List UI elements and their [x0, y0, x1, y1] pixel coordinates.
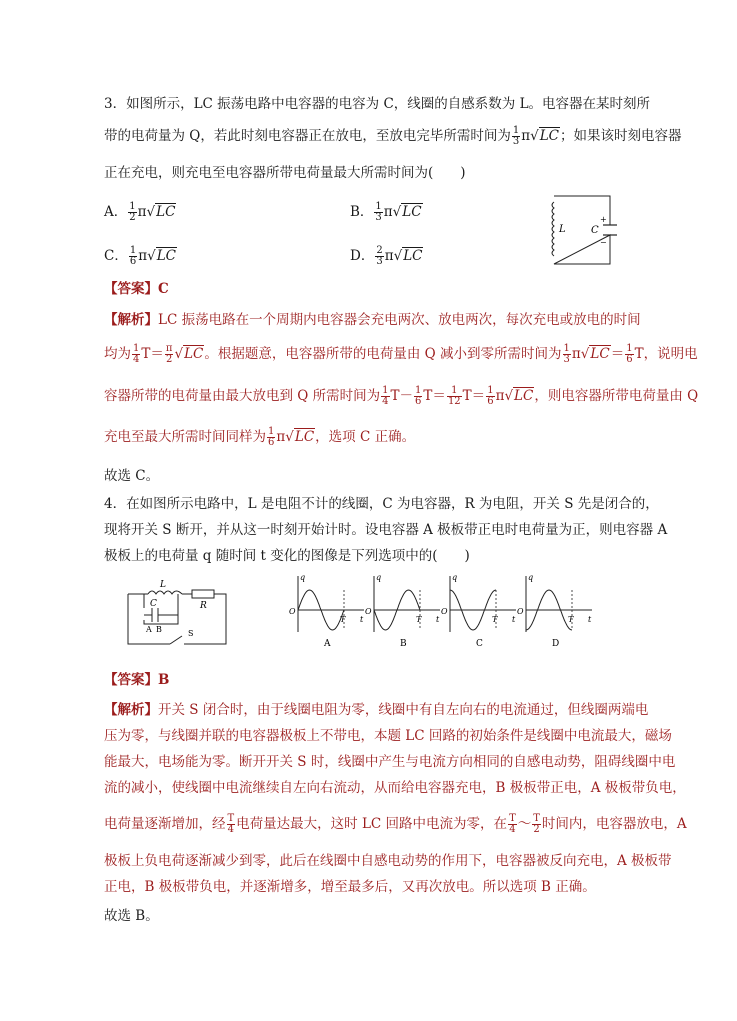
q4-line-1: 4．在如图所示电路中，L 是电阻不计的线圈，C 为电容器，R 为电阻，开关 S 先是闭合的，	[104, 496, 659, 512]
q4-circuit-label-l: L	[160, 580, 166, 590]
q4-circuit-label-b: B	[156, 625, 162, 634]
graph-option-b[interactable]	[365, 573, 440, 649]
q3-option-a[interactable]: A． $\frac{1}{2}$ π√LC	[104, 201, 176, 223]
q4-line-2: 现将开关 S 断开，并从这一时刻开始计时。设电容器 A 极板带正电时电荷量为正，则电容器 A	[104, 522, 668, 538]
q4-circuit-label-s: S	[188, 629, 194, 638]
period-label: T	[492, 615, 498, 624]
q3-option-d[interactable]: D． $\frac{2}{3}$ π√LC	[350, 245, 423, 267]
q3-circuit-label-l: L	[559, 224, 566, 235]
q4-analysis-line-3: 能最大，电场能为零。断开开关 S 时，线圈中产生与电流方向相同的自感电动势，阻碍线圈中电	[104, 754, 676, 770]
origin-label: O	[441, 607, 448, 616]
q3-line-2: 带的电荷量为 Q，若此时刻电容器正在放电，至放电完毕所需时间为 $\frac{1}{3}$ π√LC；如果该时刻电容器	[104, 125, 682, 147]
q4-analysis-line-6: 极板上负电荷逐渐减少到零，此后在线圈中自感电动势的作用下，电容器被反向充电，A 极板带	[104, 853, 672, 869]
q3-analysis-line-3: 容器所带的电荷量由最大放电到 Q 所需时间为 $\frac{1}{4}$ T－ $\frac{1}{6}$ T＝ $\frac{1}{12}$ T＝ $\frac{1}{6}$ π√LC，则电容器所带电荷量由 Q	[104, 385, 699, 407]
graph-label: B	[400, 639, 407, 649]
graph-label: C	[476, 639, 483, 649]
q4-analysis-line-7: 正电，B 极板带负电，并逐渐增多，增至最多后，又再次放电。所以选项 B 正确。	[104, 879, 596, 895]
q-axis-label: q	[528, 573, 534, 582]
q4-line-3: 极板上的电荷量 q 随时间 t 变化的图像是下列选项中的( )	[104, 548, 470, 564]
q3-lc-circuit-diagram	[540, 190, 620, 270]
graph-label: A	[324, 639, 331, 649]
q4-circuit-label-a: A	[146, 625, 152, 634]
q4-analysis-line-2: 压为零，与线圈并联的电容器极板上不带电，本题 LC 回路的初始条件是线圈中电流最大，磁场	[104, 728, 672, 744]
q4-circuit-diagram	[122, 578, 232, 650]
q4-analysis-line-5: 电荷量逐渐增加，经 $\frac{T}{4}$ 电荷量达最大，这时 LC 回路中电流为零，在 $\frac{T}{4}$ ～ $\frac{T}{2}$ 时间内，电容器放电，A	[104, 813, 687, 835]
q4-conclusion: 故选 B。	[104, 908, 159, 924]
q3-analysis-line-2: 均为 $\frac{1}{4}$ T＝ $\frac{\pi}{2}$ √LC。根据题意，电容器所带的电荷量由 Q 减小到零所需时间为 $\frac{1}{3}$ π√LC＝ $\frac{1}{6}$ T，说明电	[104, 343, 698, 365]
t-axis-label: t	[436, 615, 440, 624]
graph-label: D	[552, 639, 560, 649]
q4-analysis-line-1: 【解析】开关 S 闭合时，由于线圈电阻为零，线圈中有自左向右的电流通过，但线圈两端电	[104, 702, 649, 718]
q3-analysis-line-1: 【解析】LC 振荡电路在一个周期内电容器会充电两次、放电两次，每次充电或放电的时间	[104, 312, 641, 328]
q3-answer: 【答案】C	[104, 281, 169, 297]
graph-option-d[interactable]	[517, 573, 592, 649]
q3-analysis-line-4: 充电至最大所需时间同样为 $\frac{1}{6}$ π√LC，选项 C 正确。	[104, 426, 416, 448]
q-axis-label: q	[452, 573, 458, 582]
graph-option-a[interactable]	[289, 573, 364, 649]
t-axis-label: t	[588, 615, 592, 624]
period-label: T	[568, 615, 574, 624]
q4-graph-options	[286, 568, 606, 656]
q3-conclusion: 故选 C。	[104, 468, 160, 484]
period-label: T	[340, 615, 346, 624]
origin-label: O	[517, 607, 524, 616]
q3-circuit-label-c: C	[591, 225, 599, 236]
t-axis-label: t	[360, 615, 364, 624]
q4-circuit-label-r: R	[200, 601, 207, 611]
q-axis-label: q	[300, 573, 306, 582]
q3-option-b[interactable]: B． $\frac{1}{3}$ π√LC	[350, 201, 422, 223]
q3-circuit-plus: +	[600, 215, 607, 224]
q4-analysis-line-4: 流的减小，使线圈中电流继续自左向右流动，从而给电容器充电，B 极板带正电，A 极板带负电，	[104, 780, 686, 796]
q4-answer: 【答案】B	[104, 672, 170, 688]
q-axis-label: q	[376, 573, 382, 582]
q3-line-1: 3．如图所示，LC 振荡电路中电容器的电容为 C，线圈的自感系数为 L。电容器在某时刻所	[104, 96, 651, 112]
t-axis-label: t	[512, 615, 516, 624]
q3-option-c[interactable]: C． $\frac{1}{6}$ π√LC	[104, 245, 176, 267]
q4-circuit-label-c: C	[150, 599, 157, 609]
origin-label: O	[365, 607, 372, 616]
period-label: T	[416, 615, 422, 624]
q3-circuit-minus: −	[600, 238, 607, 247]
q3-line-3: 正在充电，则充电至电容器所带电荷量最大所需时间为( )	[104, 165, 466, 181]
graph-option-c[interactable]	[441, 573, 516, 649]
origin-label: O	[289, 607, 296, 616]
